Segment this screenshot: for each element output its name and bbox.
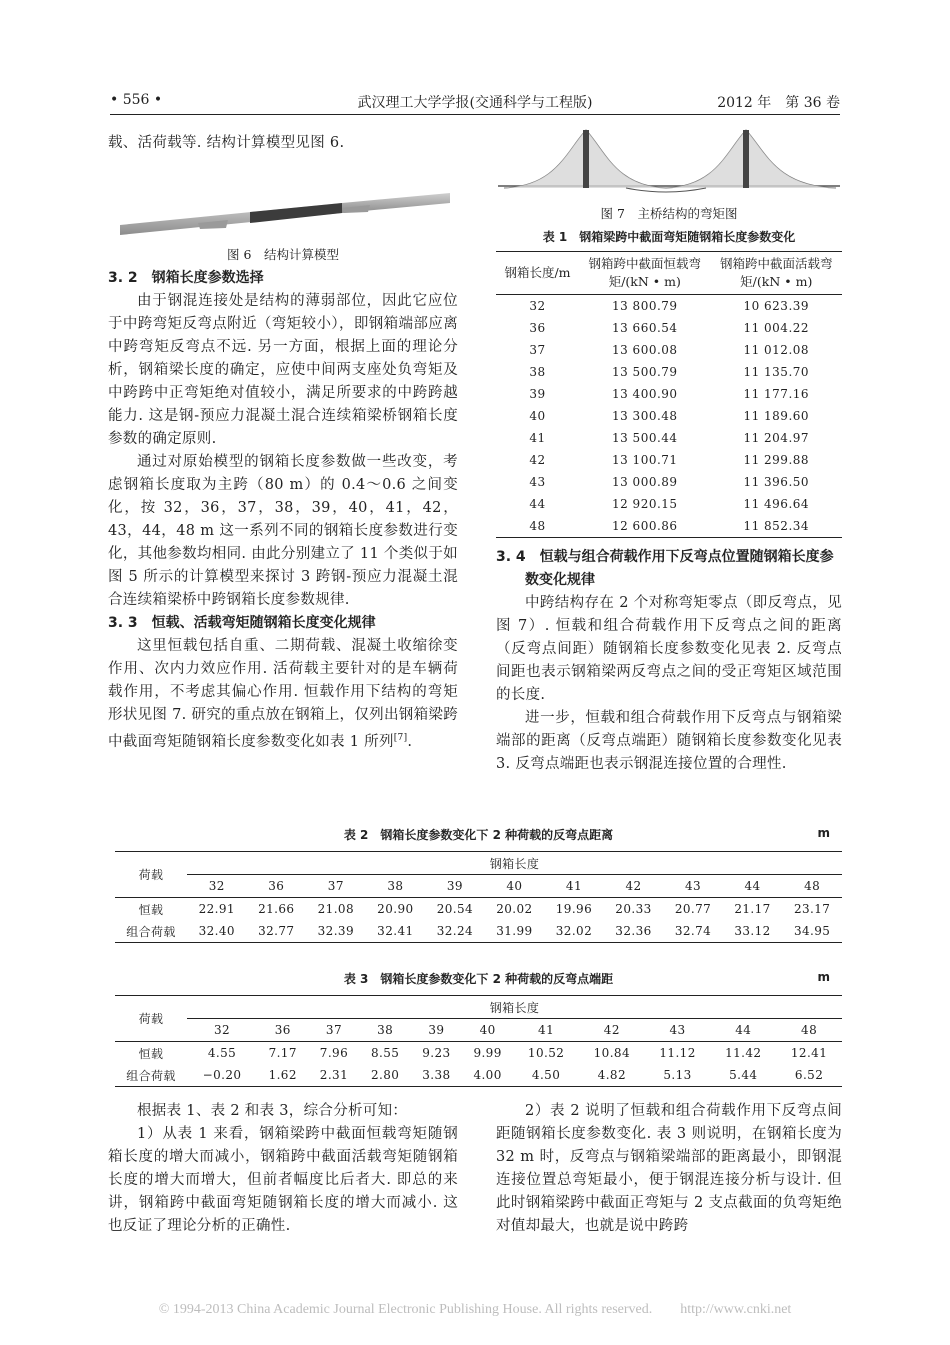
table-cell: 4.55 [207, 1046, 237, 1060]
table-cell: 13 100.71 [611, 453, 678, 467]
steel-box-segment [250, 203, 342, 223]
table-cell: 21.17 [734, 902, 771, 916]
table-1-caption: 表 1 钢箱梁跨中截面弯矩随钢箱长度参数变化 [542, 230, 796, 244]
pier-peak-1 [583, 130, 589, 188]
table-row [115, 1042, 842, 1065]
table-cell: 39 [529, 387, 546, 401]
length-header: 39 [411, 1019, 462, 1042]
table-cell: 5.13 [645, 1064, 711, 1087]
table-cell: 13 300.48 [611, 409, 678, 423]
table-3 [115, 995, 842, 1087]
table-cell: 32 [529, 299, 546, 313]
table-cell: 11.12 [659, 1046, 696, 1060]
moment-diagram [496, 122, 842, 200]
table-row [496, 427, 842, 449]
positive-moment [626, 188, 706, 192]
running-header [110, 88, 840, 115]
section-3-4-heading: 3. 4 恒载与组合荷载作用下反弯点位置随钢箱长度参数变化规律 [496, 549, 834, 588]
table-cell: 1.62 [257, 1064, 308, 1087]
paragraph: 中跨结构存在 2 个对称弯矩零点（即反弯点，见图 7）. 恒载和组合荷载作用下反弯点之间的距离（反弯点间距）随钢箱长度参数变化见表 2. 反弯点间距也表示钢箱梁两反弯点之间的受正弯矩区域范围的长度. [496, 595, 842, 703]
table-cell: 5.44 [710, 1064, 776, 1087]
paragraph: 2）表 2 说明了恒载和组合荷载作用下反弯点间距随钢箱长度参数变化. 表 3 则说明，在钢箱长度为 32 m 时，反弯点与钢箱梁端部的距离最小，即钢混连接位置总弯矩最小，便于钢混连接分析与设计. 但此时钢箱梁跨中截面正弯矩与 2 支点截面的负弯矩绝对值却最大，也就是说中跨跨 [496, 1103, 842, 1234]
length-header: 44 [723, 875, 783, 898]
paragraph: 根据表 1、表 2 和表 3，综合分析可知： [137, 1103, 408, 1119]
table-row [115, 898, 842, 921]
table-cell: 22.91 [198, 902, 235, 916]
table-cell: 9.99 [473, 1046, 502, 1060]
table-cell: 12 600.86 [579, 515, 710, 538]
paragraph: 进一步，恒载和组合荷载作用下反弯点与钢箱梁端部的距离（反弯点端距）随钢箱长度参数变化见表 3. 反弯点端距也表示钢混连接位置的合理性. [496, 710, 842, 772]
table-cell: 11 189.60 [743, 409, 810, 423]
table-3-caption: 表 3 钢箱长度参数变化下 2 种荷载的反弯点端距 m [343, 970, 830, 986]
table-2-load-header: 荷载 [115, 852, 187, 898]
length-header: 48 [776, 1019, 842, 1042]
row-label: 组合荷载 [115, 1064, 187, 1087]
table-cell: 23.17 [793, 902, 831, 916]
length-header: 40 [485, 875, 545, 898]
table-cell: 11 299.88 [743, 453, 810, 467]
paragraph: 1）从表 1 来看，钢箱梁跨中截面恒载弯矩随钢箱长度的增大而减小，钢箱跨中截面活载弯矩随钢箱长度的增大而增大，但前者幅度比后者大. 即总的来讲，钢箱跨中截面弯矩随钢箱长度的增大而减小. 这也反证了理论分析的正确性. [108, 1126, 458, 1234]
pier-peak-2 [743, 130, 749, 188]
bridge-model-illustration [108, 163, 458, 245]
length-header: 37 [308, 1019, 359, 1042]
table-row [496, 493, 842, 515]
table-row [496, 295, 842, 318]
table-cell: 20.54 [436, 902, 474, 916]
table-cell: 43 [529, 475, 546, 489]
table-cell: 20.77 [674, 902, 712, 916]
table-cell: 7.96 [319, 1046, 349, 1060]
table-cell: 32.41 [366, 920, 426, 943]
table-cell: 4.50 [513, 1064, 579, 1087]
table-cell: 13 500.79 [611, 365, 678, 379]
table-cell: 11 135.70 [743, 365, 810, 379]
table-row [496, 405, 842, 427]
table-cell: 19.96 [555, 902, 593, 916]
table-1-header: 钢箱跨中截面恒载弯矩/(kN • m) [579, 252, 710, 295]
table-cell: 32.74 [663, 920, 723, 943]
table-cell: 21.08 [317, 902, 354, 916]
length-header: 32 [187, 875, 247, 898]
length-header: 40 [462, 1019, 513, 1042]
left-column [108, 132, 458, 754]
table-cell: 10 623.39 [743, 299, 810, 313]
bottom-right-column [496, 1100, 842, 1238]
table-cell: 13 800.79 [611, 299, 678, 313]
length-header: 36 [247, 875, 307, 898]
table-row [496, 383, 842, 405]
copyright-footer: © 1994-2013 China Academic Journal Electronic Publishing House. All rights reserved. http://www.cnki.net [158, 1302, 792, 1317]
length-header: 43 [663, 875, 723, 898]
length-header: 43 [645, 1019, 711, 1042]
table-cell: 20.90 [377, 902, 414, 916]
table-cell: 11 396.50 [743, 475, 810, 489]
length-header: 39 [425, 875, 485, 898]
length-header: 38 [366, 875, 426, 898]
table-cell: 13 400.90 [611, 387, 678, 401]
table-cell: 13 660.54 [611, 321, 678, 335]
table-cell: 11 004.22 [743, 321, 810, 335]
length-header: 32 [187, 1019, 257, 1042]
table-cell: 13 600.08 [611, 343, 678, 357]
page-number: • 556 • [110, 92, 163, 108]
table-cell: 11 177.16 [743, 387, 810, 401]
table-3-load-header: 荷载 [115, 996, 187, 1042]
table-cell: 32.39 [306, 920, 366, 943]
table-cell: 13 000.89 [611, 475, 678, 489]
table-2-group-header: 钢箱长度 [187, 852, 842, 875]
table-cell: 32.40 [187, 920, 247, 943]
table-cell: 13 500.44 [611, 431, 678, 445]
table-cell: 32.77 [247, 920, 307, 943]
table-row [496, 339, 842, 361]
table-2-block [115, 826, 842, 943]
right-column [496, 122, 842, 776]
paragraph: 这里恒载包括自重、二期荷载、混凝土收缩徐变作用、次内力效应作用. 活荷载主要针对的是车辆荷载作用，不考虑其偏心作用. 恒载作用下结构的弯矩形状见图 7. 研究的重点放在钢箱上，仅列出钢箱梁跨中截面弯矩随钢箱长度参数变化如表 1 所列[7]. [108, 638, 458, 750]
table-cell: 42 [529, 453, 546, 467]
table-cell: 7.17 [268, 1046, 297, 1060]
table-cell: 2.80 [360, 1064, 411, 1087]
table-cell: 9.23 [422, 1046, 451, 1060]
figure-7-caption: 图 7 主桥结构的弯矩图 [600, 206, 738, 221]
figure-7 [496, 122, 842, 200]
table-row [496, 317, 842, 339]
table-2-unit: m [817, 826, 830, 840]
section-3-2-heading: 3. 2 钢箱长度参数选择 [108, 270, 264, 286]
intro-text: 载、活荷载等. 结构计算模型见图 6. [108, 135, 345, 151]
length-header: 38 [360, 1019, 411, 1042]
table-cell: 12.41 [790, 1046, 828, 1060]
table-row [496, 515, 842, 538]
table-cell: 36 [529, 321, 546, 335]
table-cell: 11.42 [725, 1046, 762, 1060]
table-cell: 32.36 [604, 920, 664, 943]
moment-fill [504, 130, 836, 188]
bottom-left-column [108, 1100, 458, 1238]
table-2 [115, 851, 842, 943]
table-cell: 34.95 [782, 920, 842, 943]
table-cell: 41 [529, 431, 546, 445]
table-row [115, 1064, 842, 1087]
table-cell: 40 [529, 409, 546, 423]
table-cell: 2.31 [308, 1064, 359, 1087]
row-label: 组合荷载 [115, 920, 187, 943]
table-3-group-header: 钢箱长度 [187, 996, 842, 1019]
table-cell: 37 [529, 343, 546, 357]
table-1-header: 钢箱跨中截面活载弯矩/(kN • m) [711, 252, 843, 295]
table-2-caption: 表 2 钢箱长度参数变化下 2 种荷载的反弯点距离 m [343, 826, 830, 842]
table-row [496, 449, 842, 471]
table-cell: 32.24 [425, 920, 485, 943]
row-label: 恒载 [138, 1046, 164, 1061]
length-header: 48 [782, 875, 842, 898]
length-header: 41 [513, 1019, 579, 1042]
section-3-3-heading: 3. 3 恒载、活载弯矩随钢箱长度变化规律 [108, 615, 376, 631]
table-cell: 48 [496, 515, 579, 538]
table-3-block [115, 970, 842, 1087]
table-cell: 3.38 [411, 1064, 462, 1087]
table-cell: 4.00 [462, 1064, 513, 1087]
table-1-header: 钢箱长度/m [496, 252, 579, 295]
table-cell: −0.20 [187, 1064, 257, 1087]
table-cell: 32.02 [544, 920, 604, 943]
table-cell: 11 852.34 [711, 515, 843, 538]
journal-name: 武汉理工大学学报(交通科学与工程版) [357, 95, 593, 111]
row-label: 恒载 [138, 902, 164, 917]
table-cell: 8.55 [371, 1046, 400, 1060]
table-row [496, 471, 842, 493]
length-header: 42 [604, 875, 664, 898]
length-header: 44 [710, 1019, 776, 1042]
length-header: 42 [579, 1019, 645, 1042]
table-cell: 20.02 [496, 902, 533, 916]
table-cell: 33.12 [723, 920, 783, 943]
length-header: 37 [306, 875, 366, 898]
volume-info: 2012 年 第 36 卷 [717, 95, 840, 111]
paragraph: 由于钢混连接处是结构的薄弱部位，因此它应位于中跨弯矩反弯点附近（弯矩较小），即钢箱端部应离中跨弯矩反弯点不远. 另一方面，根据上面的理论分析，钢箱梁长度的确定，应使中间两支座处负弯矩及中跨跨中正弯矩绝对值较小，满足所要求的中跨跨越能力. 这是钢-预应力混凝土混合连续箱梁桥钢箱长度参数的确定原则. [108, 293, 458, 447]
table-cell: 11 012.08 [743, 343, 810, 357]
table-cell: 10.84 [593, 1046, 630, 1060]
table-cell: 12 920.15 [611, 497, 678, 511]
table-row [496, 361, 842, 383]
table-cell: 10.52 [527, 1046, 565, 1060]
figure-6-caption: 图 6 结构计算模型 [227, 247, 339, 262]
table-row [115, 920, 842, 943]
table-cell: 20.33 [615, 902, 652, 916]
length-header: 41 [544, 875, 604, 898]
paragraph: 通过对原始模型的钢箱长度参数做一些改变，考虑钢箱长度取为主跨（80 m）的 0.4～0.6 之间变化，按 32，36，37，38，39，40，41，42，43，44，48 m 这一系列不同的钢箱长度参数进行变化，其他参数均相同. 由此分别建立了 11 个类似于如图 5 所示的计算模型来探讨 3 跨钢-预应力混凝土混合连续箱梁桥中跨钢箱长度参数规律. [108, 454, 458, 608]
citation: [7] [393, 733, 408, 743]
table-cell: 6.52 [776, 1064, 842, 1087]
table-cell: 44 [529, 497, 546, 511]
table-cell: 38 [529, 365, 546, 379]
length-header: 36 [257, 1019, 308, 1042]
table-cell: 21.66 [258, 902, 295, 916]
table-cell: 11 204.97 [743, 431, 810, 445]
table-cell: 4.82 [579, 1064, 645, 1087]
table-3-unit: m [817, 970, 830, 984]
figure-6 [108, 163, 458, 245]
table-cell: 11 496.64 [743, 497, 810, 511]
table-cell: 31.99 [485, 920, 545, 943]
table-1 [496, 251, 842, 538]
